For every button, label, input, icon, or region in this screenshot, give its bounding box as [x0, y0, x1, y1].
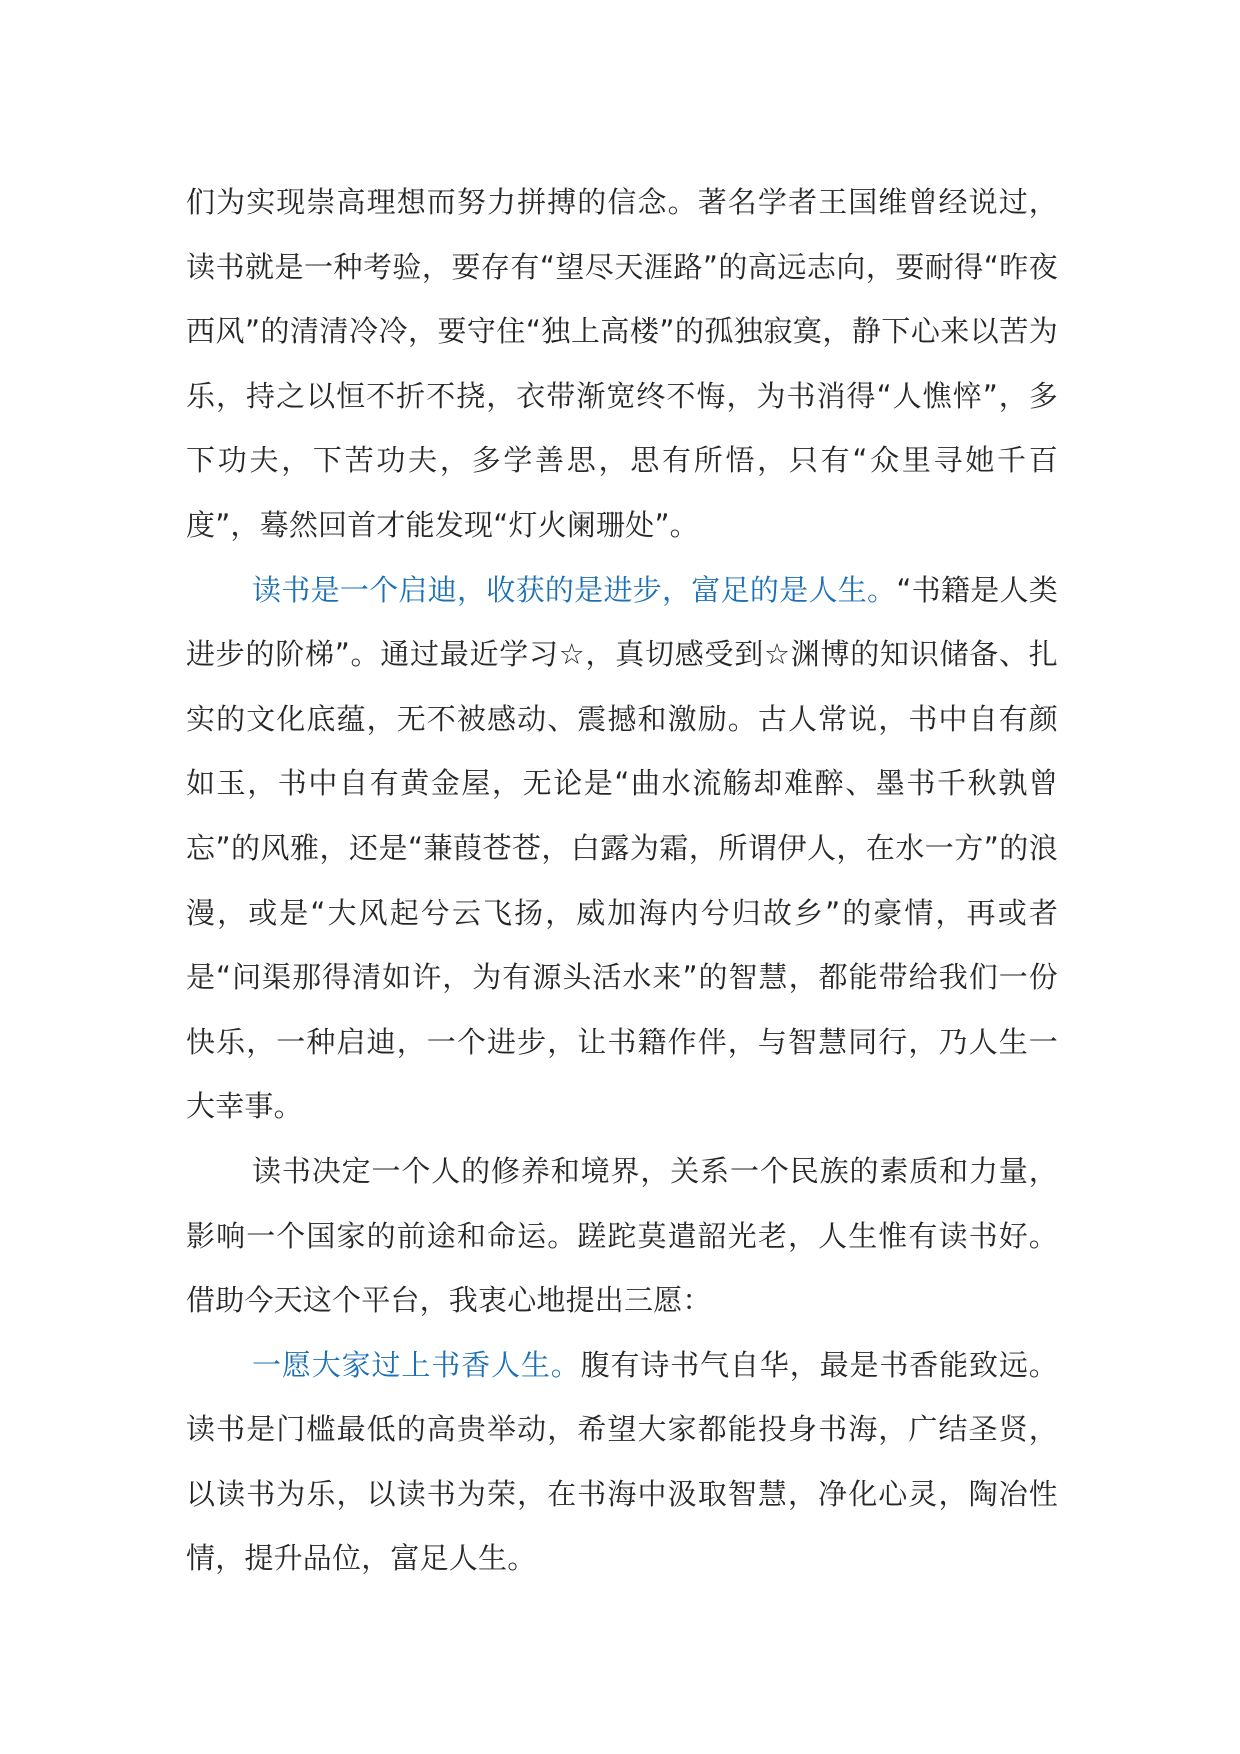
paragraph-2 [186, 558, 1058, 1139]
paragraph-1 [186, 170, 1058, 558]
paragraph-4-highlight: 一愿大家过上书香人生。 [252, 1347, 581, 1382]
document-page [186, 170, 1058, 1591]
paragraph-2-text: “书籍是人类进步的阶梯”。通过最近学习☆，真切感受到☆渊博的知识储备、扎实的文化底蕴，无不被感动、震撼和激励。古人常说，书中自有颜如玉，书中自有黄金屋，无论是“曲水流觞却难醉、墨书千秋孰曾忘”的风雅，还是“蒹葭苍苍，白露为霜，所谓伊人，在水一方”的浪漫，或是“大风起兮云飞扬，威加海内兮归故乡”的豪情，再或者是“问渠那得清如许，为有源头活水来”的智慧，都能带给我们一份快乐，一种启迪，一个进步，让书籍作伴，与智慧同行，乃人生一大幸事。 [186, 572, 1058, 1124]
paragraph-3 [186, 1139, 1058, 1333]
paragraph-3-text: 读书决定一个人的修养和境界，关系一个民族的素质和力量，影响一个国家的前途和命运。蹉跎莫遣韶光老，人生惟有读书好。借助今天这个平台，我衷心地提出三愿： [186, 1153, 1058, 1318]
paragraph-1-text: 们为实现崇高理想而努力拼搏的信念。著名学者王国维曾经说过，读书就是一种考验，要存有“望尽天涯路”的高远志向，要耐得“昨夜西风”的清清冷冷，要守住“独上高楼”的孤独寂寞，静下心来以苦为乐，持之以恒不折不挠，衣带渐宽终不悔，为书消得“人憔悴”，多下功夫，下苦功夫，多学善思，思有所悟，只有“众里寻她千百度”，蓦然回首才能发现“灯火阑珊处”。 [186, 185, 1058, 542]
paragraph-4 [186, 1333, 1058, 1591]
paragraph-2-highlight: 读书是一个启迪，收获的是进步，富足的是人生。 [252, 572, 897, 607]
paragraph-4-text: 腹有诗书气自华，最是书香能致远。读书是门槛最低的高贵举动，希望大家都能投身书海，广结圣贤，以读书为乐，以读书为荣，在书海中汲取智慧，净化心灵，陶冶性情，提升品位，富足人生。 [186, 1347, 1059, 1576]
